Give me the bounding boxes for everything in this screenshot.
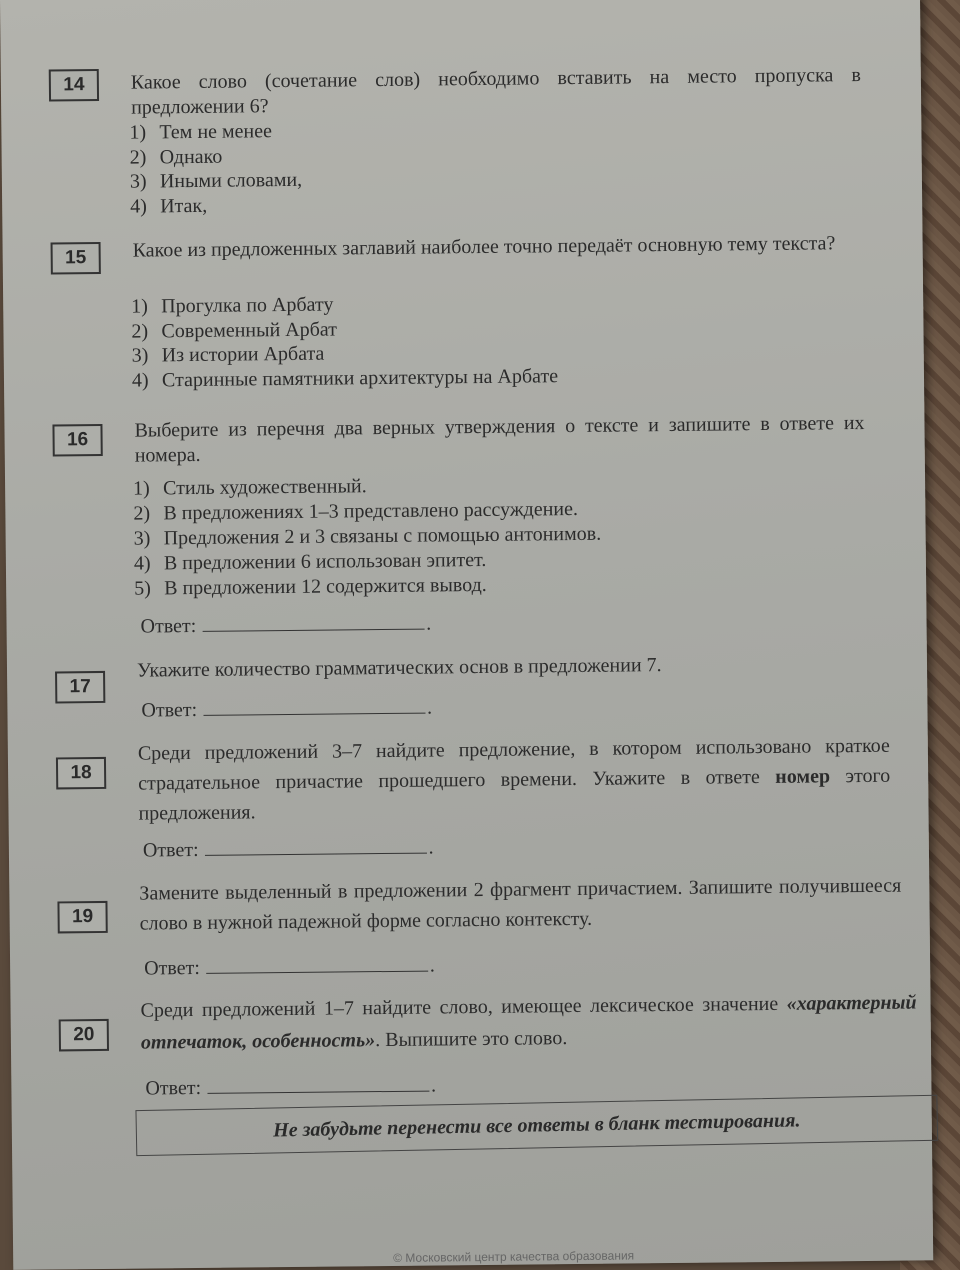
answer-line[interactable]: [202, 613, 424, 632]
answer-label: Ответ:: [142, 838, 199, 862]
option: 4) В предложении 6 использован эпитет.: [133, 548, 487, 575]
task-18-answer: Ответ: .: [142, 836, 434, 862]
option: 2) Однако: [129, 145, 223, 169]
task-16-options: [133, 472, 602, 602]
task-14-question: Какое слово (сочетание слов) необходимо вставить на место пропуска в предложении 6?: [130, 63, 861, 119]
answer-line[interactable]: [203, 697, 425, 716]
task-number-19: 19: [57, 901, 107, 934]
task-19-question: Замените выделенный в предложении 2 фрагмент причастием. Запишите получившееся слово в нужной падежной форме согласно контексту.: [139, 874, 902, 935]
answer-line[interactable]: [207, 1075, 429, 1094]
answer-line[interactable]: [204, 837, 426, 856]
answer-line[interactable]: [206, 955, 428, 974]
answer-label: Ответ:: [144, 956, 200, 980]
option: 3) Иными словами,: [129, 168, 303, 193]
answer-label: Ответ:: [141, 698, 198, 722]
option: 3) Предложения 2 и 3 связаны с помощью антонимов.: [133, 522, 602, 550]
option: 1) Стиль художественный.: [133, 475, 367, 500]
task-number-16: 16: [52, 424, 102, 457]
option: 4) Старинные памятники архитектуры на Арбате: [131, 364, 559, 392]
emphasis-number: номер: [775, 765, 831, 788]
task-number-14: 14: [49, 69, 99, 102]
option: 2) Современный Арбат: [131, 317, 338, 343]
task-20-question: Среди предложений 1–7 найдите слово, имеющее лексическое значение «характерный отпечаток, особенность». Выпишите это слово.: [140, 991, 917, 1054]
task-17-question: Укажите количество грамматических основ в предложении 7.: [136, 654, 662, 682]
option: 4) Итак,: [130, 194, 208, 218]
option: 3) Из истории Арбата: [131, 342, 325, 367]
reminder-box: Не забудьте перенести все ответы в бланк тестирования.: [135, 1095, 938, 1156]
task-16-question: Выберите из перечня два верных утверждения о тексте и запишите в ответе их номера.: [134, 411, 865, 467]
task-18-question: Среди предложений 3–7 найдите предложение, в котором использовано краткое страдательное причастие прошедшего времени. Укажите в ответе номер этого предложения.: [137, 734, 891, 825]
task-14-options: [129, 119, 302, 219]
task-16-answer: Ответ: .: [140, 612, 432, 638]
answer-label: Ответ:: [140, 614, 197, 638]
task-number-15: 15: [51, 242, 101, 275]
option: 2) В предложениях 1–3 представлено рассуждение.: [133, 497, 579, 525]
task-19-answer: Ответ: .: [144, 954, 435, 980]
option: 1) Прогулка по Арбату: [131, 293, 334, 318]
task-number-20: 20: [59, 1019, 109, 1052]
task-15-options: [131, 290, 558, 392]
option: 5) В предложении 12 содержится вывод.: [134, 573, 487, 600]
footer-copyright: © Московский центр качества образования: [393, 1248, 635, 1265]
task-15-question: Какое из предложенных заглавий наиболее точно передаёт основную тему текста?: [132, 232, 836, 262]
task-number-18: 18: [56, 757, 106, 790]
task-17-answer: Ответ: .: [141, 696, 433, 722]
option: 1) Тем не менее: [129, 120, 273, 144]
task-20-answer: Ответ: .: [145, 1074, 437, 1100]
answer-label: Ответ:: [145, 1076, 202, 1100]
emphasis-meaning: «характерный отпечаток, особенность»: [140, 991, 917, 1054]
task-number-17: 17: [55, 671, 105, 704]
